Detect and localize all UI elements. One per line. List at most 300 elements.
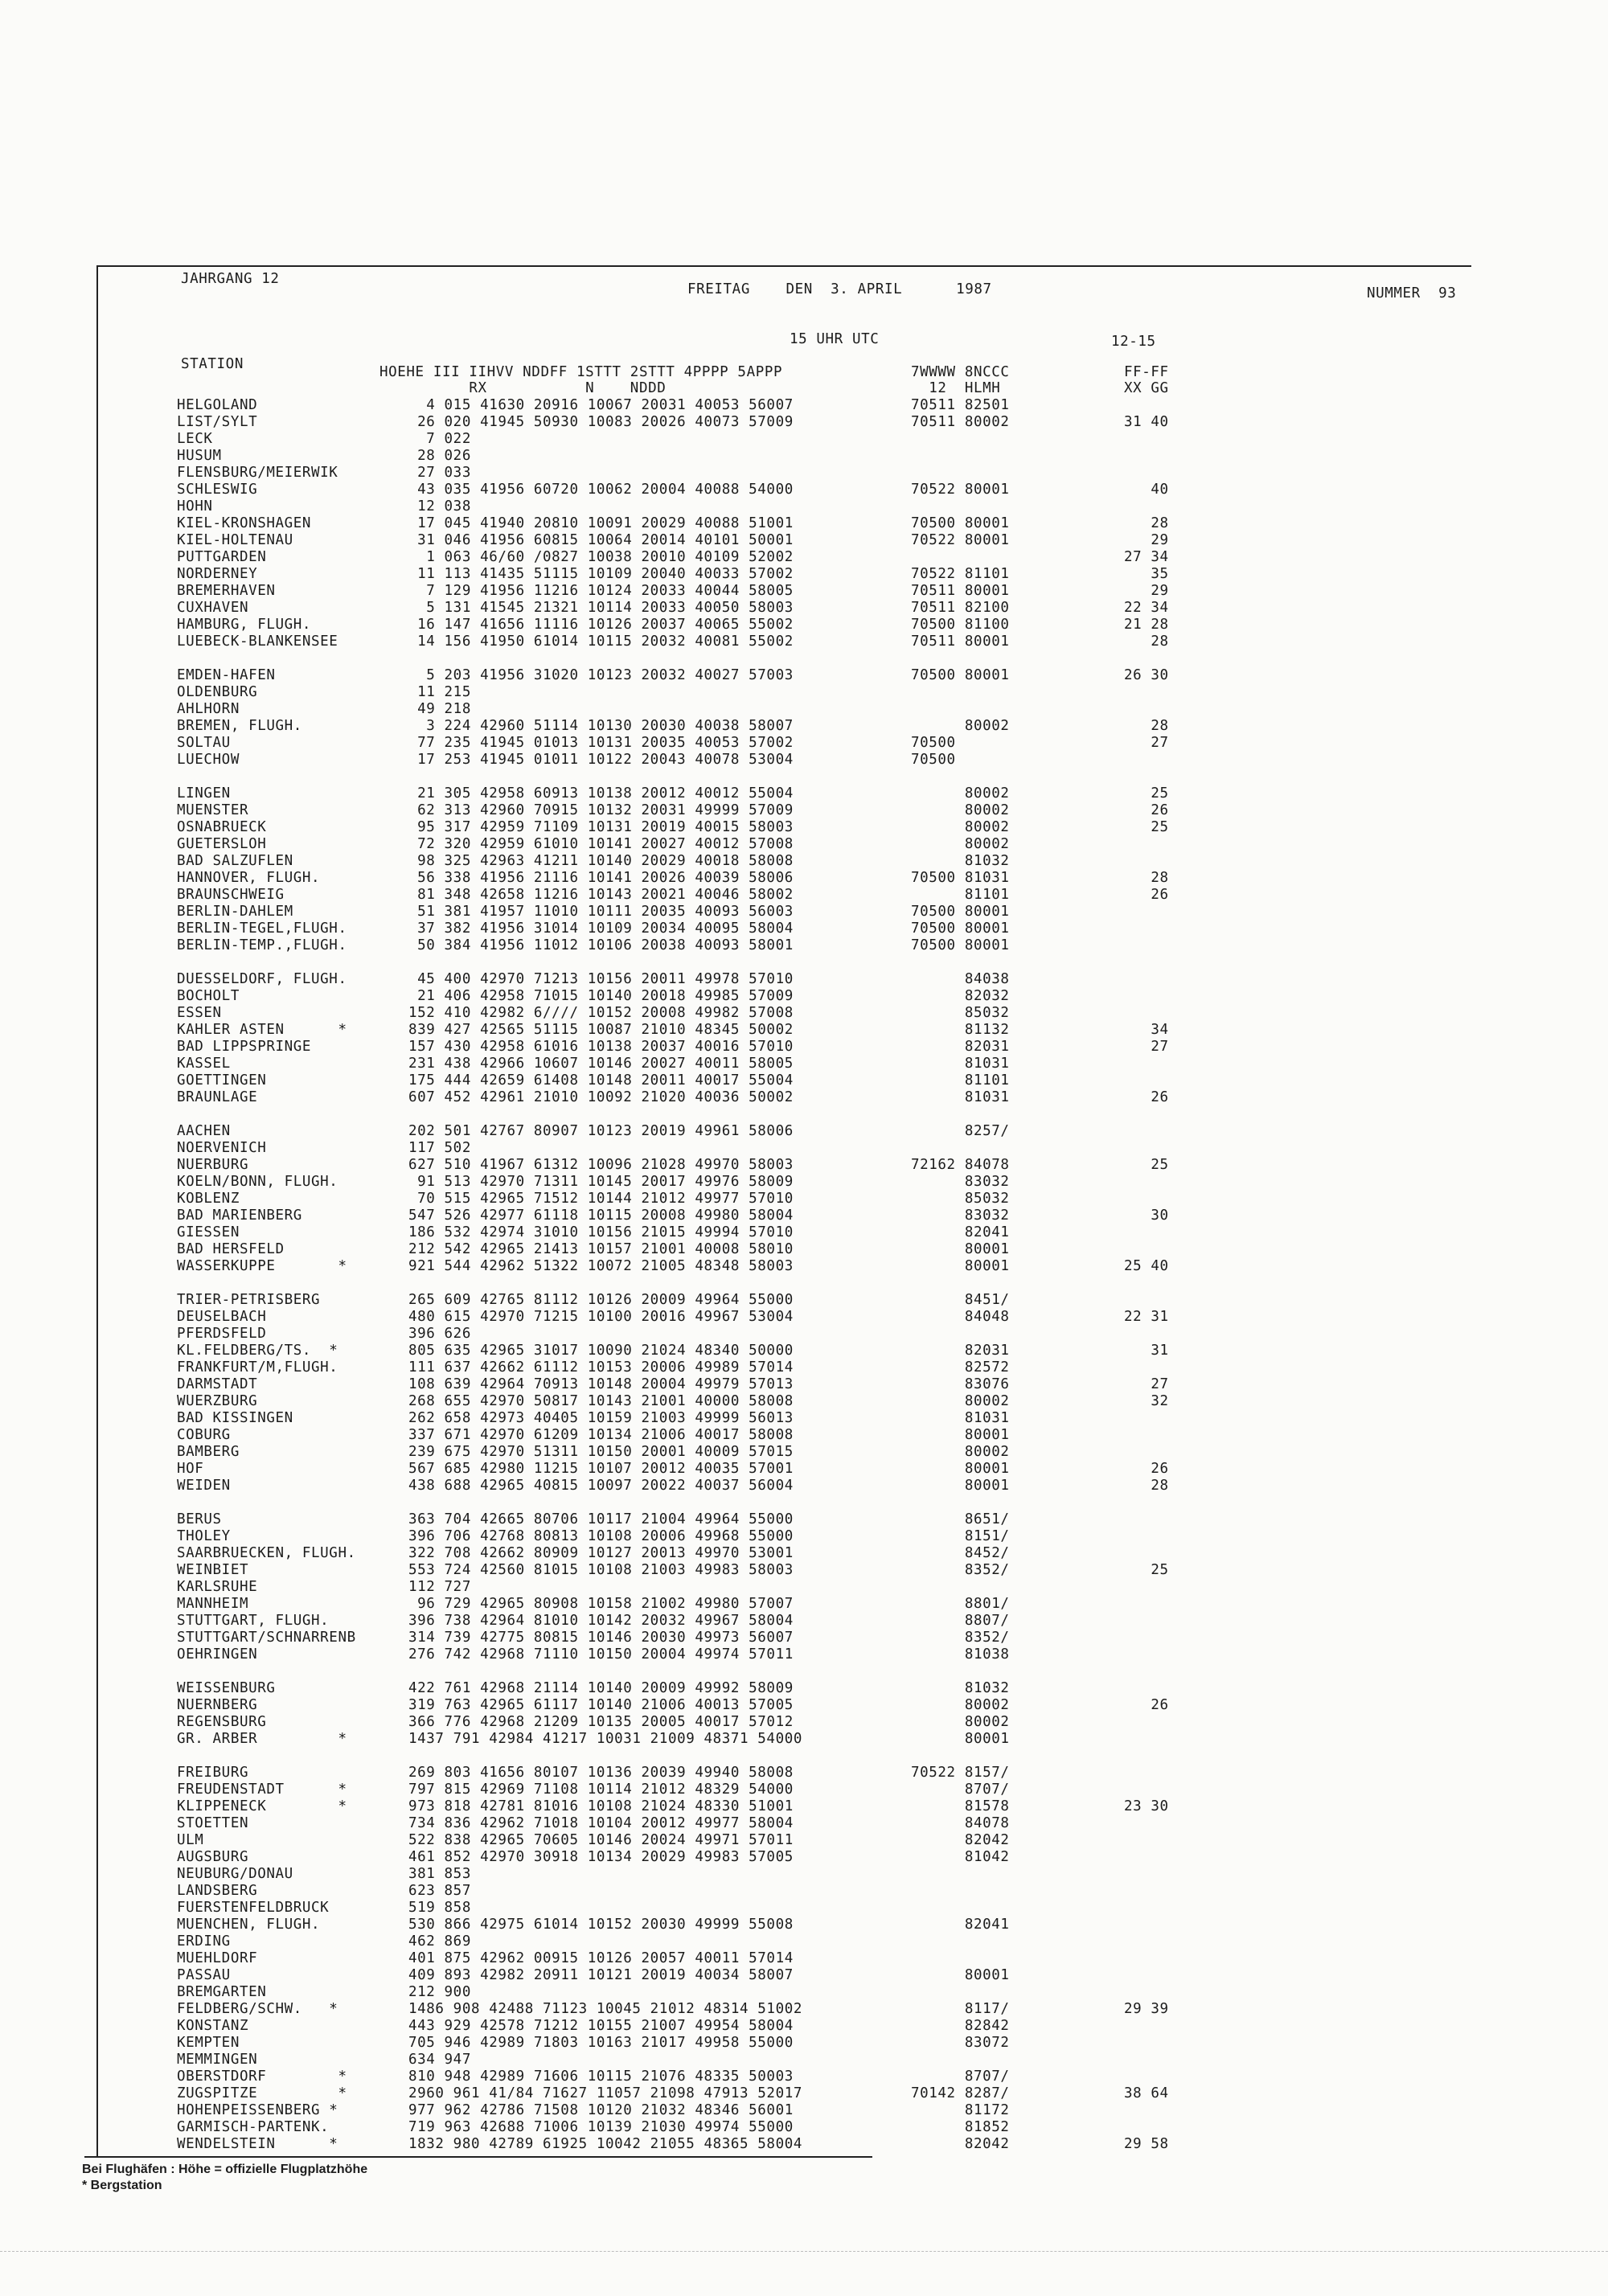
station-name: BREMERHAVEN (177, 583, 276, 599)
station-synop-groups: 839 427 42565 51115 10087 21010 48345 50002 (408, 1022, 794, 1038)
station-name: DARMSTADT (177, 1376, 258, 1392)
station-weather-groups: 8151/ (911, 1528, 1010, 1544)
station-synop-groups: 530 866 42975 61014 10152 20030 49999 55008 (408, 1917, 794, 1933)
footnote-mountain-station: * Bergstation (82, 2179, 162, 2192)
station-weather-groups: 81031 (911, 1056, 1010, 1072)
station-name: WEIDEN (177, 1478, 231, 1494)
station-name: NORDERNEY (177, 566, 258, 582)
station-weather-groups: 70511 80001 (911, 583, 1010, 599)
station-weather-groups: 83076 (911, 1376, 1010, 1392)
station-synop-groups: 72 320 42959 61010 10141 20027 40012 57008 (408, 836, 794, 852)
station-gust-values: 23 30 (1124, 1798, 1169, 1814)
station-synop-groups: 480 615 42970 71215 10100 20016 49967 53004 (408, 1309, 794, 1325)
station-synop-groups: 553 724 42560 81015 10108 21003 49983 58003 (408, 1562, 794, 1578)
station-name: OBERSTDORF * (177, 2068, 347, 2085)
issue-number: NUMMER 93 (1367, 285, 1457, 301)
observation-time: 15 UHR UTC (790, 331, 880, 347)
station-name: THOLEY (177, 1528, 231, 1544)
station-weather-groups: 70522 80001 (911, 482, 1010, 498)
station-synop-groups: 265 609 42765 81112 10126 20009 49964 55000 (408, 1292, 794, 1308)
station-name: PFERDSFELD (177, 1326, 267, 1342)
station-name: KAHLER ASTEN * (177, 1022, 347, 1038)
station-weather-groups: 80001 (911, 1427, 1010, 1443)
station-synop-groups: 212 542 42965 21413 10157 21001 40008 58010 (408, 1241, 794, 1257)
station-synop-groups: 1486 908 42488 71123 10045 21012 48314 51002 (408, 2001, 802, 2017)
station-name: LIST/SYLT (177, 414, 258, 430)
station-name: HELGOLAND (177, 397, 258, 413)
station-name: NUERBURG (177, 1157, 249, 1173)
station-synop-groups: 627 510 41967 61312 10096 21028 49970 58003 (408, 1157, 794, 1173)
station-weather-groups: 80002 (911, 718, 1010, 734)
station-gust-values: 35 (1124, 566, 1169, 582)
station-weather-groups: 85032 (911, 1005, 1010, 1021)
station-name: WUERZBURG (177, 1393, 258, 1409)
station-weather-groups: 82041 (911, 1917, 1010, 1933)
station-name: LANDSBERG (177, 1883, 258, 1899)
station-synop-groups: 16 147 41656 11116 10126 20037 40065 55002 (408, 617, 794, 633)
station-name: TRIER-PETRISBERG (177, 1292, 321, 1308)
station-name: KOBLENZ (177, 1191, 240, 1207)
station-synop-groups: 11 215 (408, 684, 471, 700)
station-name: HOHN (177, 498, 213, 515)
station-synop-groups: 81 348 42658 11216 10143 20021 40046 58002 (408, 887, 794, 903)
station-weather-groups: 81578 (911, 1798, 1010, 1814)
station-gust-values: 38 64 (1124, 2085, 1169, 2101)
station-synop-groups: 4 015 41630 20916 10067 20031 40053 56007 (408, 397, 794, 413)
station-name: AUGSBURG (177, 1849, 249, 1865)
station-weather-groups: 82042 (911, 2136, 1010, 2152)
station-synop-groups: 567 685 42980 11215 10107 20012 40035 57001 (408, 1461, 794, 1477)
station-weather-groups: 82031 (911, 1039, 1010, 1055)
station-gust-values: 30 (1124, 1207, 1169, 1224)
station-gust-values: 31 (1124, 1343, 1169, 1359)
station-name: WEISSENBURG (177, 1680, 276, 1696)
station-gust-values: 29 39 (1124, 2001, 1169, 2017)
station-name: PUTTGARDEN (177, 549, 267, 565)
station-name: FREUDENSTADT * (177, 1781, 347, 1798)
station-name: HOF (177, 1461, 204, 1477)
station-weather-groups: 80001 (911, 1478, 1010, 1494)
station-gust-values: 27 (1124, 1376, 1169, 1392)
gust-columns-header: FF-FF (1124, 364, 1169, 380)
station-weather-groups: 80001 (911, 1461, 1010, 1477)
station-gust-values: 25 (1124, 819, 1169, 835)
station-weather-groups: 70500 (911, 735, 956, 751)
station-name: HAMBURG, FLUGH. (177, 617, 312, 633)
station-synop-groups: 45 400 42970 71213 10156 20011 49978 57010 (408, 971, 794, 987)
station-name: AACHEN (177, 1123, 231, 1139)
station-synop-groups: 2960 961 41/84 71627 11057 21098 47913 52017 (408, 2085, 802, 2101)
station-weather-groups: 80002 (911, 836, 1010, 852)
station-weather-groups: 8257/ (911, 1123, 1010, 1139)
station-synop-groups: 186 532 42974 31010 10156 21015 49994 57010 (408, 1224, 794, 1240)
station-synop-groups: 7 129 41956 11216 10124 20033 40044 58005 (408, 583, 794, 599)
station-name: WASSERKUPPE * (177, 1258, 347, 1274)
station-name: NEUBURG/DONAU (177, 1866, 293, 1882)
station-weather-groups: 80002 (911, 1714, 1010, 1730)
station-name: BREMGARTEN (177, 1984, 267, 2000)
station-column-header: STATION (181, 356, 244, 372)
station-name: SCHLESWIG (177, 482, 258, 498)
station-name: COBURG (177, 1427, 231, 1443)
station-name: NUERNBERG (177, 1697, 258, 1713)
station-synop-groups: 77 235 41945 01013 10131 20035 40053 57002 (408, 735, 794, 751)
station-synop-groups: 607 452 42961 21010 10092 21020 40036 50002 (408, 1089, 794, 1105)
station-weather-groups: 82842 (911, 2018, 1010, 2034)
station-synop-groups: 973 818 42781 81016 10108 21024 48330 51001 (408, 1798, 794, 1814)
station-gust-values: 22 34 (1124, 600, 1169, 616)
station-name: WENDELSTEIN * (177, 2136, 338, 2152)
station-synop-groups: 268 655 42970 50817 10143 21001 40000 58008 (408, 1393, 794, 1409)
station-weather-groups: 84078 (911, 1815, 1010, 1831)
station-weather-groups: 80002 (911, 819, 1010, 835)
station-gust-values: 21 28 (1124, 617, 1169, 633)
station-weather-groups: 70500 (911, 752, 956, 768)
station-synop-groups: 212 900 (408, 1984, 471, 2000)
station-synop-groups: 31 046 41956 60815 10064 20014 40101 50001 (408, 532, 794, 548)
station-weather-groups: 8117/ (911, 2001, 1010, 2017)
station-weather-groups: 70500 81100 (911, 617, 1010, 633)
station-name: FUERSTENFELDBRUCK (177, 1900, 330, 1916)
station-gust-values: 26 (1124, 802, 1169, 818)
station-gust-values: 40 (1124, 482, 1169, 498)
station-name: DEUSELBACH (177, 1309, 267, 1325)
station-gust-values: 29 58 (1124, 2136, 1169, 2152)
station-gust-values: 27 34 (1124, 549, 1169, 565)
station-name: ERDING (177, 1933, 231, 1950)
station-name: STOETTEN (177, 1815, 249, 1831)
station-weather-groups: 70500 80001 (911, 667, 1010, 683)
station-synop-groups: 3 224 42960 51114 10130 20030 40038 58007 (408, 718, 794, 734)
station-synop-groups: 409 893 42982 20911 10121 20019 40034 58007 (408, 1967, 794, 1983)
station-synop-groups: 62 313 42960 70915 10132 20031 49999 57009 (408, 802, 794, 818)
station-synop-groups: 322 708 42662 80909 10127 20013 49970 53001 (408, 1545, 794, 1561)
station-weather-groups: 83032 (911, 1207, 1010, 1224)
station-name: OEHRINGEN (177, 1646, 258, 1663)
station-weather-groups: 70511 82100 (911, 600, 1010, 616)
date-line: FREITAG DEN 3. APRIL 1987 (687, 281, 992, 297)
station-gust-values: 25 (1124, 1157, 1169, 1173)
station-name: BERLIN-DAHLEM (177, 904, 293, 920)
station-name: PASSAU (177, 1967, 231, 1983)
station-gust-values: 25 40 (1124, 1258, 1169, 1274)
station-name: MUENCHEN, FLUGH. (177, 1917, 321, 1933)
station-weather-groups: 82042 (911, 1832, 1010, 1848)
station-name: KARLSRUHE (177, 1579, 258, 1595)
gust-period-label: 12-15 (1111, 334, 1156, 350)
station-gust-values: 25 (1124, 785, 1169, 802)
station-weather-groups: 8352/ (911, 1562, 1010, 1578)
station-weather-groups: 81031 (911, 1089, 1010, 1105)
station-synop-groups: 522 838 42965 70605 10146 20024 49971 57011 (408, 1832, 794, 1848)
station-name: ESSEN (177, 1005, 222, 1021)
station-weather-groups: 70511 80001 (911, 633, 1010, 650)
station-name: OLDENBURG (177, 684, 258, 700)
station-synop-groups: 21 305 42958 60913 10138 20012 40012 55004 (408, 785, 794, 802)
station-name: AHLHORN (177, 701, 240, 717)
station-weather-groups: 8707/ (911, 2068, 1010, 2085)
station-weather-groups: 72162 84078 (911, 1157, 1010, 1173)
station-gust-values: 28 (1124, 633, 1169, 650)
station-weather-groups: 81852 (911, 2119, 1010, 2135)
station-synop-groups: 5 203 41956 31020 10123 20032 40027 57003 (408, 667, 794, 683)
station-name: LUEBECK-BLANKENSEE (177, 633, 338, 650)
station-weather-groups: 80001 (911, 1731, 1010, 1747)
station-synop-groups: 805 635 42965 31017 10090 21024 48340 50000 (408, 1343, 794, 1359)
station-name: BRAUNSCHWEIG (177, 887, 285, 903)
station-weather-groups: 84048 (911, 1309, 1010, 1325)
station-weather-groups: 70511 80002 (911, 414, 1010, 430)
station-gust-values: 29 (1124, 583, 1169, 599)
station-synop-groups: 17 045 41940 20810 10091 20029 40088 51001 (408, 515, 794, 531)
station-name: GIESSEN (177, 1224, 240, 1240)
station-gust-values: 26 (1124, 1461, 1169, 1477)
station-weather-groups: 70500 81031 (911, 870, 1010, 886)
station-synop-groups: 70 515 42965 71512 10144 21012 49977 57010 (408, 1191, 794, 1207)
station-weather-groups: 80001 (911, 1967, 1010, 1983)
station-name: BERUS (177, 1511, 222, 1527)
station-name: KONSTANZ (177, 2018, 249, 2034)
station-synop-groups: 27 033 (408, 465, 471, 481)
station-synop-groups: 443 929 42578 71212 10155 21007 49954 58004 (408, 2018, 794, 2034)
station-name: KLIPPENECK * (177, 1798, 347, 1814)
station-synop-groups: 396 738 42964 81010 10142 20032 49967 58004 (408, 1613, 794, 1629)
station-name: BAD SALZUFLEN (177, 853, 293, 869)
station-synop-groups: 96 729 42965 80908 10158 21002 49980 57007 (408, 1596, 794, 1612)
station-synop-groups: 28 026 (408, 448, 471, 464)
code-columns-subheader: RX N NDDD (379, 380, 667, 396)
station-name: ZUGSPITZE * (177, 2085, 347, 2101)
station-synop-groups: 462 869 (408, 1933, 471, 1950)
station-name: FREIBURG (177, 1765, 249, 1781)
station-synop-groups: 262 658 42973 40405 10159 21003 49999 56013 (408, 1410, 794, 1426)
station-name: HOHENPEISSENBERG * (177, 2102, 338, 2118)
station-synop-groups: 111 637 42662 61112 10153 20006 49989 57014 (408, 1359, 794, 1376)
station-synop-groups: 37 382 41956 31014 10109 20034 40095 58004 (408, 920, 794, 937)
station-synop-groups: 51 381 41957 11010 10111 20035 40093 56003 (408, 904, 794, 920)
station-weather-groups: 81132 (911, 1022, 1010, 1038)
station-weather-groups: 8352/ (911, 1630, 1010, 1646)
station-name: LECK (177, 431, 213, 447)
station-synop-groups: 797 815 42969 71108 10114 21012 48329 54000 (408, 1781, 794, 1798)
station-weather-groups: 70511 82501 (911, 397, 1010, 413)
station-synop-groups: 17 253 41945 01011 10122 20043 40078 53004 (408, 752, 794, 768)
station-synop-groups: 5 131 41545 21321 10114 20033 40050 58003 (408, 600, 794, 616)
station-weather-groups: 80001 (911, 1258, 1010, 1274)
station-name: LUECHOW (177, 752, 240, 768)
station-name: KL.FELDBERG/TS. * (177, 1343, 338, 1359)
station-name: KIEL-KRONSHAGEN (177, 515, 312, 531)
station-name: LINGEN (177, 785, 231, 802)
station-synop-groups: 810 948 42989 71606 10115 21076 48335 50003 (408, 2068, 794, 2085)
station-name: MUENSTER (177, 802, 249, 818)
station-synop-groups: 337 671 42970 61209 10134 21006 40017 58008 (408, 1427, 794, 1443)
station-name: GARMISCH-PARTENK. (177, 2119, 330, 2135)
station-gust-values: 26 30 (1124, 667, 1169, 683)
station-synop-groups: 319 763 42965 61117 10140 21006 40013 57005 (408, 1697, 794, 1713)
station-name: FLENSBURG/MEIERWIK (177, 465, 338, 481)
station-weather-groups: 81031 (911, 1410, 1010, 1426)
station-name: ULM (177, 1832, 204, 1848)
station-name: BAMBERG (177, 1444, 240, 1460)
station-name: BOCHOLT (177, 988, 240, 1004)
station-name: KASSEL (177, 1056, 231, 1072)
station-synop-groups: 366 776 42968 21209 10135 20005 40017 57012 (408, 1714, 794, 1730)
station-synop-groups: 50 384 41956 11012 10106 20038 40093 58001 (408, 937, 794, 953)
station-weather-groups: 83072 (911, 2035, 1010, 2051)
station-name: REGENSBURG (177, 1714, 267, 1730)
station-gust-values: 25 (1124, 1562, 1169, 1578)
weather-columns-subheader: 12 HLMH (911, 380, 1001, 396)
frame-top-rule (96, 265, 1471, 267)
scan-artifact-line (0, 2251, 1608, 2252)
station-synop-groups: 396 706 42768 80813 10108 20006 49968 55000 (408, 1528, 794, 1544)
station-synop-groups: 11 113 41435 51115 10109 20040 40033 57002 (408, 566, 794, 582)
station-synop-groups: 381 853 (408, 1866, 471, 1882)
station-gust-values: 26 (1124, 1697, 1169, 1713)
station-synop-groups: 239 675 42970 51311 10150 20001 40009 57015 (408, 1444, 794, 1460)
weather-columns-header: 7WWWW 8NCCC (911, 364, 1010, 380)
station-synop-groups: 719 963 42688 71006 10139 21030 49974 55000 (408, 2119, 794, 2135)
station-name: STUTTGART/SCHNARRENB (177, 1630, 356, 1646)
station-synop-groups: 175 444 42659 61408 10148 20011 40017 55004 (408, 1072, 794, 1089)
station-weather-groups: 70142 8287/ (911, 2085, 1010, 2101)
frame-left-rule (96, 265, 98, 2157)
frame-bottom-rule (84, 2156, 872, 2158)
station-gust-values: 28 (1124, 1478, 1169, 1494)
station-name: OSNABRUECK (177, 819, 267, 835)
station-name: BAD HERSFELD (177, 1241, 285, 1257)
station-name: BRAUNLAGE (177, 1089, 258, 1105)
station-synop-groups: 21 406 42958 71015 10140 20018 49985 57009 (408, 988, 794, 1004)
station-name: GOETTINGEN (177, 1072, 267, 1089)
station-weather-groups: 8452/ (911, 1545, 1010, 1561)
station-synop-groups: 152 410 42982 6//// 10152 20008 49982 57008 (408, 1005, 794, 1021)
station-synop-groups: 91 513 42970 71311 10145 20017 49976 58009 (408, 1174, 794, 1190)
station-weather-groups: 80002 (911, 1393, 1010, 1409)
station-weather-groups: 82041 (911, 1224, 1010, 1240)
station-weather-groups: 81101 (911, 887, 1010, 903)
station-synop-groups: 276 742 42968 71110 10150 20004 49974 57011 (408, 1646, 794, 1663)
station-synop-groups: 231 438 42966 10607 10146 20027 40011 58005 (408, 1056, 794, 1072)
station-synop-groups: 95 317 42959 71109 10131 20019 40015 58003 (408, 819, 794, 835)
station-synop-groups: 56 338 41956 21116 10141 20026 40039 58006 (408, 870, 794, 886)
station-name: FELDBERG/SCHW. * (177, 2001, 338, 2017)
station-weather-groups: 80002 (911, 802, 1010, 818)
station-name: MEMMINGEN (177, 2052, 258, 2068)
station-gust-values: 32 (1124, 1393, 1169, 1409)
station-weather-groups: 81032 (911, 853, 1010, 869)
station-weather-groups: 82032 (911, 988, 1010, 1004)
station-weather-groups: 8801/ (911, 1596, 1010, 1612)
station-weather-groups: 8451/ (911, 1292, 1010, 1308)
station-name: KIEL-HOLTENAU (177, 532, 293, 548)
station-synop-groups: 43 035 41956 60720 10062 20004 40088 54000 (408, 482, 794, 498)
station-synop-groups: 977 962 42786 71508 10120 21032 48346 56001 (408, 2102, 794, 2118)
station-synop-groups: 269 803 41656 80107 10136 20039 49940 58008 (408, 1765, 794, 1781)
station-synop-groups: 634 947 (408, 2052, 471, 2068)
station-weather-groups: 85032 (911, 1191, 1010, 1207)
station-synop-groups: 202 501 42767 80907 10123 20019 49961 58006 (408, 1123, 794, 1139)
station-gust-values: 28 (1124, 718, 1169, 734)
station-name: BAD KISSINGEN (177, 1410, 293, 1426)
station-gust-values: 22 31 (1124, 1309, 1169, 1325)
station-weather-groups: 70500 80001 (911, 904, 1010, 920)
station-weather-groups: 81032 (911, 1680, 1010, 1696)
station-gust-values: 29 (1124, 532, 1169, 548)
code-columns-header: HOEHE III IIHVV NDDFF 1STTT 2STTT 4PPPP 5APPP (379, 364, 783, 380)
station-synop-groups: 14 156 41950 61014 10115 20032 40081 55002 (408, 633, 794, 650)
station-synop-groups: 1 063 46/60 /0827 10038 20010 40109 52002 (408, 549, 794, 565)
station-weather-groups: 8651/ (911, 1511, 1010, 1527)
station-name: SOLTAU (177, 735, 231, 751)
station-gust-values: 27 (1124, 735, 1169, 751)
station-gust-values: 27 (1124, 1039, 1169, 1055)
station-weather-groups: 8807/ (911, 1613, 1010, 1629)
station-name: HANNOVER, FLUGH. (177, 870, 321, 886)
station-synop-groups: 363 704 42665 80706 10117 21004 49964 55000 (408, 1511, 794, 1527)
station-synop-groups: 401 875 42962 00915 10126 20057 40011 57014 (408, 1950, 794, 1966)
station-weather-groups: 84038 (911, 971, 1010, 987)
station-weather-groups: 70522 8157/ (911, 1765, 1010, 1781)
station-weather-groups: 81038 (911, 1646, 1010, 1663)
station-synop-groups: 117 502 (408, 1140, 471, 1156)
station-synop-groups: 1437 791 42984 41217 10031 21009 48371 54000 (408, 1731, 802, 1747)
station-name: BREMEN, FLUGH. (177, 718, 302, 734)
station-gust-values: 28 (1124, 515, 1169, 531)
station-gust-values: 26 (1124, 1089, 1169, 1105)
station-name: WEINBIET (177, 1562, 249, 1578)
station-name: NOERVENICH (177, 1140, 267, 1156)
station-weather-groups: 81172 (911, 2102, 1010, 2118)
station-weather-groups: 70522 81101 (911, 566, 1010, 582)
station-weather-groups: 80001 (911, 1241, 1010, 1257)
station-name: SAARBRUECKEN, FLUGH. (177, 1545, 356, 1561)
station-name: KOELN/BONN, FLUGH. (177, 1174, 338, 1190)
station-synop-groups: 422 761 42968 21114 10140 20009 49992 58009 (408, 1680, 794, 1696)
station-name: MANNHEIM (177, 1596, 249, 1612)
gust-columns-subheader: XX GG (1124, 380, 1169, 396)
station-name: GUETERSLOH (177, 836, 267, 852)
station-name: BERLIN-TEGEL,FLUGH. (177, 920, 347, 937)
station-name: HUSUM (177, 448, 222, 464)
jahrgang-label: JAHRGANG 12 (181, 271, 280, 287)
station-synop-groups: 461 852 42970 30918 10134 20029 49983 57005 (408, 1849, 794, 1865)
station-synop-groups: 98 325 42963 41211 10140 20029 40018 58008 (408, 853, 794, 869)
station-gust-values: 26 (1124, 887, 1169, 903)
station-weather-groups: 82031 (911, 1343, 1010, 1359)
station-synop-groups: 1832 980 42789 61925 10042 21055 48365 58004 (408, 2136, 802, 2152)
station-synop-groups: 623 857 (408, 1883, 471, 1899)
station-synop-groups: 108 639 42964 70913 10148 20004 49979 57013 (408, 1376, 794, 1392)
station-synop-groups: 519 858 (408, 1900, 471, 1916)
station-weather-groups: 81042 (911, 1849, 1010, 1865)
station-name: FRANKFURT/M,FLUGH. (177, 1359, 338, 1376)
station-weather-groups: 70500 80001 (911, 920, 1010, 937)
station-weather-groups: 81101 (911, 1072, 1010, 1089)
station-weather-groups: 80002 (911, 1444, 1010, 1460)
station-name: EMDEN-HAFEN (177, 667, 276, 683)
station-gust-values: 31 40 (1124, 414, 1169, 430)
station-synop-groups: 547 526 42977 61118 10115 20008 49980 58004 (408, 1207, 794, 1224)
station-name: BAD LIPPSPRINGE (177, 1039, 312, 1055)
station-gust-values: 28 (1124, 870, 1169, 886)
station-synop-groups: 26 020 41945 50930 10083 20026 40073 57009 (408, 414, 794, 430)
station-weather-groups: 83032 (911, 1174, 1010, 1190)
station-synop-groups: 734 836 42962 71018 10104 20012 49977 58004 (408, 1815, 794, 1831)
station-weather-groups: 8707/ (911, 1781, 1010, 1798)
station-weather-groups: 80002 (911, 1697, 1010, 1713)
